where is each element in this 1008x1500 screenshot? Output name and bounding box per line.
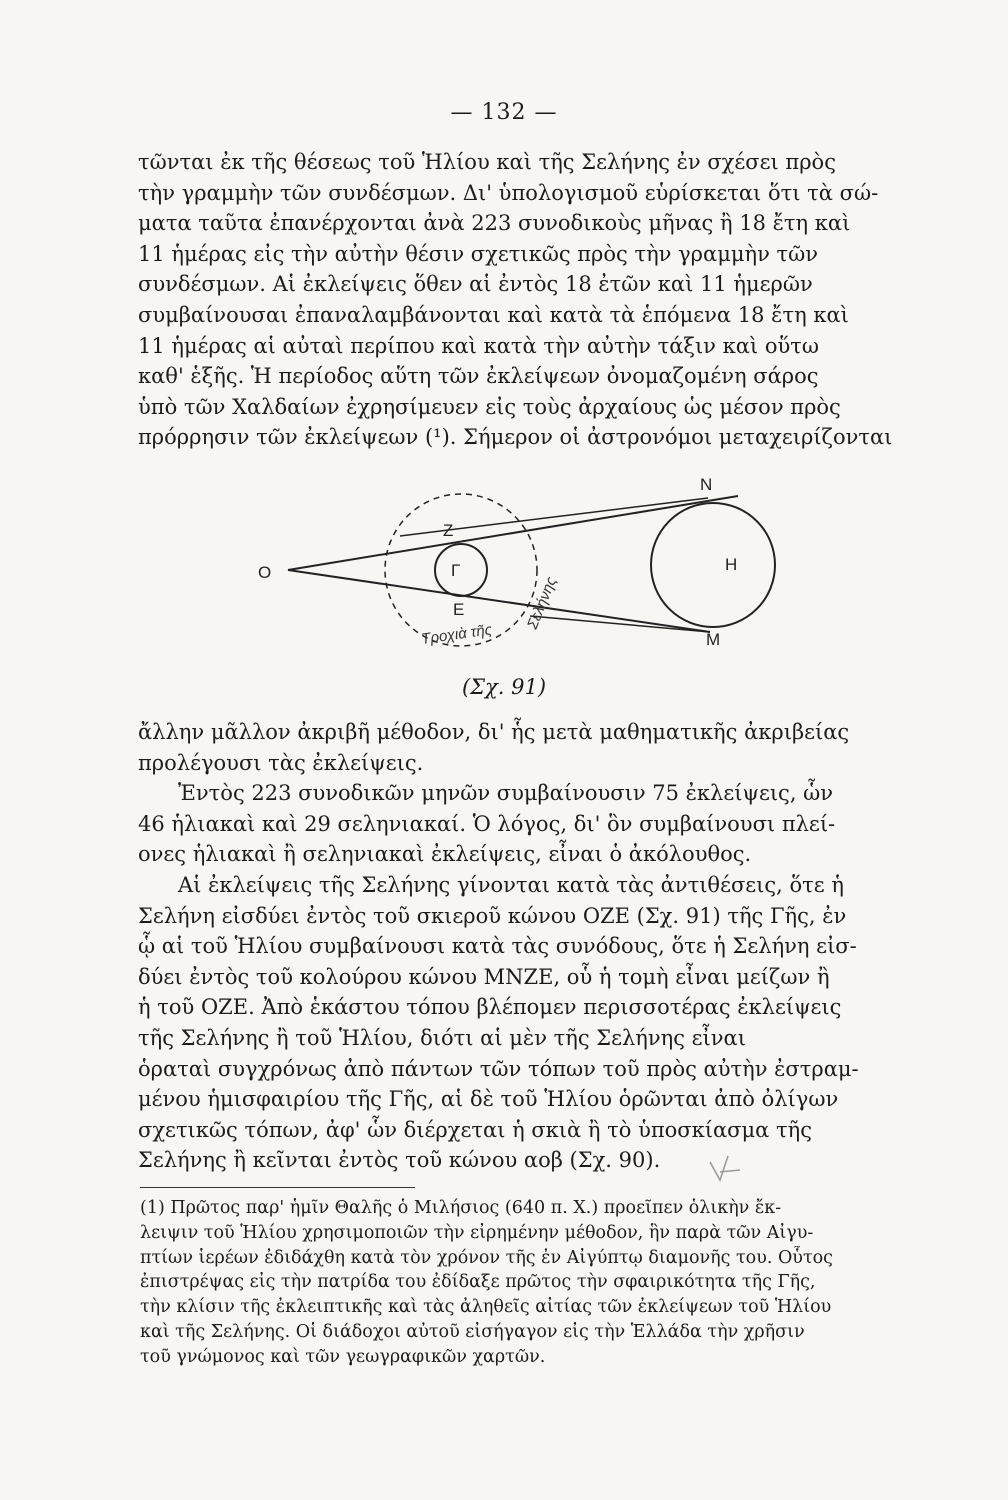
pencil-mark-icon [706, 1150, 748, 1190]
footnote-line: ἐπιστρέψας εἰς τὴν πατρίδα του ἐδίδαξε πρῶτος τὴν σφαιρικότητα τῆς Γῆς, [140, 1272, 816, 1293]
text-line: ἄλλην μᾶλλον ἀκριβῆ μέθοδον, δι' ἧς μετὰ μαθηματικῆς ἀκριβείας [138, 720, 850, 744]
footnote-line: καὶ τῆς Σελήνης. Οἱ διάδοχοι αὐτοῦ εἰσήγαγον εἰς τὴν Ἑλλάδα τὴν χρῆσιν [140, 1321, 805, 1342]
text-line: ὁραταὶ συγχρόνως ἀπὸ πάντων τῶν τόπων τοῦ πρὸς αὐτὴν ἐστραμ- [138, 1056, 859, 1081]
label-gamma: Γ [451, 561, 461, 580]
orbit-label-right: Σελήνης [523, 574, 561, 632]
footnote-line: (1) Πρῶτος παρ' ἡμῖν Θαλῆς ὁ Μιλήσιος (640 π. Χ.) προεῖπεν ὁλικὴν ἔκ- [140, 1198, 782, 1218]
text-line: Σελήνης ἢ κεῖνται ἐντὸς τοῦ κώνου αοβ (Σχ. 90). [138, 1148, 661, 1173]
text-line: ἡ τοῦ ΟΖΕ. Ἀπὸ ἑκάστου τόπου βλέπομεν περισσοτέρας ἐκλείψεις [138, 995, 842, 1020]
text-line: μένου ἡμισφαιρίου τῆς Γῆς, αἱ δὲ τοῦ Ἡλίου ὁρῶνται ἀπὸ ὀλίγων [138, 1087, 839, 1112]
label-e: E [453, 600, 465, 619]
cone-lower-line [288, 570, 710, 632]
footnotes [140, 1196, 905, 1370]
label-n: N [700, 475, 713, 494]
cone-upper-line [288, 496, 738, 570]
text-line: συνδέσμων. Αἱ ἐκλείψεις ὅθεν αἱ ἐντὸς 18 ἐτῶν καὶ 11 ἡμερῶν [138, 272, 813, 297]
eclipse-diagram [240, 470, 800, 675]
text-line: πρόρρησιν τῶν ἐκλείψεων (¹). Σήμερον οἱ ἀστρονόμοι μεταχειρίζονται [138, 425, 893, 450]
page-number: — 132 — [450, 100, 558, 125]
text-line: προλέγουσι τὰς ἐκλείψεις. [138, 750, 424, 775]
text-line: ᾧ αἱ τοῦ Ἡλίου συμβαίνουσι κατὰ τὰς συνόδους, ὅτε ἡ Σελήνη εἰσ- [138, 934, 857, 959]
figure-caption: (Σχ. 91) [461, 675, 547, 699]
earth-circle [435, 544, 487, 596]
text-line: σχετικῶς τόπων, ἀφ' ὧν διέρχεται ἡ σκιὰ ἢ τὸ ὑποσκίασμα τῆς [138, 1117, 812, 1142]
text-line: 11 ἡμέρας εἰς τὴν αὐτὴν θέσιν σχετικῶς πρὸς τὴν γραμμὴν τῶν [138, 241, 819, 266]
text-line: τῆς Σελήνης ἢ τοῦ Ἡλίου, διότι αἱ μὲν τῆς Σελήνης εἶναι [138, 1025, 746, 1050]
label-o: O [258, 563, 272, 582]
text-line: 11 ἡμέρας αἱ αὐταὶ περίπου καὶ κατὰ τὴν αὐτὴν τάξιν καὶ οὕτω [138, 333, 819, 358]
label-m: M [706, 630, 721, 649]
text-line: δύει ἐντὸς τοῦ κολούρου κώνου ΜΝΖΕ, οὗ ἡ τομὴ εἶναι μείζων ἢ [138, 964, 830, 989]
footnote-line: τοῦ γνώμονος καὶ τῶν γεωγραφικῶν χαρτῶν. [140, 1346, 546, 1367]
text-line: ονες ἡλιακαὶ ἢ σεληνιακαὶ ἐκλείψεις, εἶναι ὁ ἀκόλουθος. [138, 842, 752, 867]
paragraph-bottom [138, 717, 908, 1176]
text-line: συμβαίνουσαι ἐπαναλαμβάνονται καὶ κατὰ τὰ ἑπόμενα 18 ἔτη καὶ [138, 302, 849, 327]
orbit-label-bottom: Τροχιὰ τῆς [420, 621, 494, 648]
text-line: ματα ταῦτα ἐπανέρχονται ἀνὰ 223 συνοδικοὺς μῆνας ἢ 18 ἔτη καὶ [138, 211, 851, 236]
paragraph-top [138, 147, 908, 453]
text-line: Σελήνη εἰσδύει ἐντὸς τοῦ σκιεροῦ κώνου ΟΖΕ (Σχ. 91) τῆς Γῆς, ἐν [138, 903, 847, 928]
footnote-line: πτίων ἱερέων ἐδιδάχθη κατὰ τὸν χρόνον τῆς ἐν Αἰγύπτῳ διαμονῆς του. Οὗτος [140, 1247, 833, 1268]
text-line: τὴν γραμμὴν τῶν συνδέσμων. Δι' ὑπολογισμοῦ εὑρίσκεται ὅτι τὰ σώ- [138, 180, 879, 205]
sun-circle [651, 503, 775, 627]
moon-orbit-circle [385, 494, 537, 646]
text-line: ὑπὸ τῶν Χαλδαίων ἐχρησίμευεν εἰς τοὺς ἀρχαίους ὡς μέσον πρὸς [138, 394, 841, 419]
text-line: 46 ἡλιακαὶ καὶ 29 σεληνιακαί. Ὁ λόγος, δι' ὃν συμβαίνουσι πλεί- [138, 811, 836, 836]
text-line: καθ' ἑξῆς. Ἡ περίοδος αὕτη τῶν ἐκλείψεων ὀνομαζομένη σάρος [138, 364, 819, 389]
text-line: τῶνται ἐκ τῆς θέσεως τοῦ Ἡλίου καὶ τῆς Σελήνης ἐν σχέσει πρὸς [138, 150, 836, 174]
label-z: Z [443, 521, 454, 540]
text-line: Ἐντὸς 223 συνοδικῶν μηνῶν συμβαίνουσιν 75 ἐκλείψεις, ὧν [178, 781, 834, 806]
footnote-divider [140, 1187, 415, 1188]
text-line: Αἱ ἐκλείψεις τῆς Σελήνης γίνονται κατὰ τὰς ἀντιθέσεις, ὅτε ἡ [178, 872, 844, 897]
footnote-line: τὴν κλίσιν τῆς ἐκλειπτικῆς καὶ τὰς ἀληθεῖς αἰτίας τῶν ἐκλείψεων τοῦ Ἡλίου [140, 1297, 832, 1318]
footnote-line: λειψιν τοῦ Ἡλίου χρησιμοποιῶν τὴν εἰρημένην μέθοδον, ἣν παρὰ τῶν Αἰγυ- [140, 1222, 814, 1243]
label-h: H [725, 555, 738, 574]
